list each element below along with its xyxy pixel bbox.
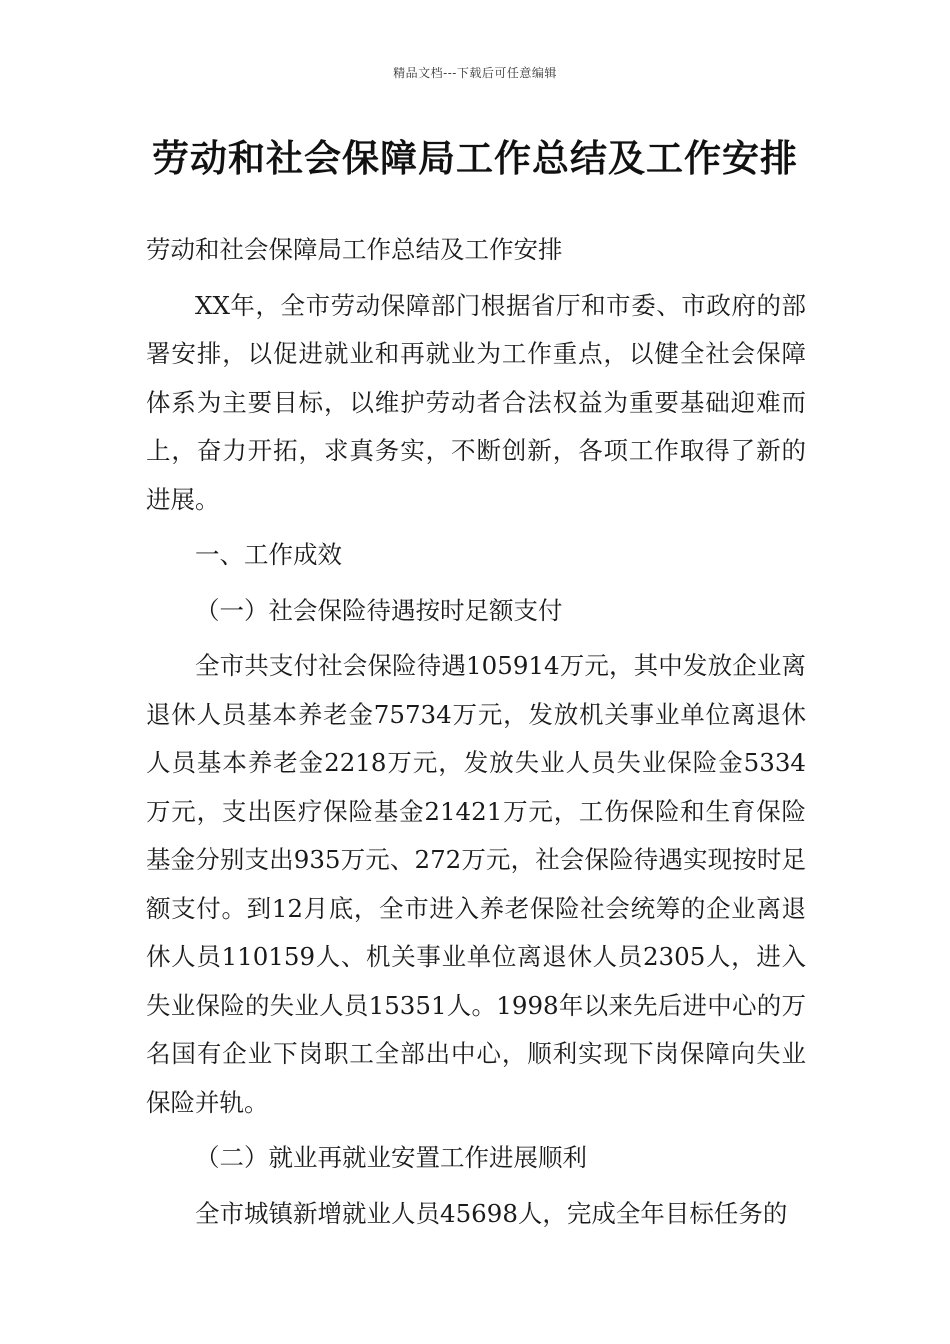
paragraph-intro: XX年，全市劳动保障部门根据省厅和市委、市政府的部署安排，以促进就业和再就业为工作重点，以健全社会保障体系为主要目标，以维护劳动者合法权益为重要基础迎难而上，奋力开拓，求真务实，不断创新，各项工作取得了新的进展。 — [146, 290, 806, 514]
header-note: 精品文档---下载后可任意编辑 — [393, 66, 557, 80]
paragraph-employment: 全市城镇新增就业人员45698人，完成全年目标任务的 — [195, 1198, 788, 1228]
document-body — [146, 226, 806, 1238]
subsection-heading-employment: （二）就业再就业安置工作进展顺利 — [195, 1143, 587, 1172]
paragraph-subtitle: 劳动和社会保障局工作总结及工作安排 — [146, 235, 563, 264]
paragraph-social-insurance: 全市共支付社会保险待遇105914万元，其中发放企业离退休人员基本养老金75734万元，发放机关事业单位离退休人员基本养老金2218万元，发放失业人员失业保险金5334万元，支出医疗保险基金21421万元，工伤保险和生育保险基金分别支出935万元、272万元，社会保险待遇实现按时足额支付。到12月底，全市进入养老保险社会统筹的企业离退休人员110159人、机关事业单位离退休人员2305人，进入失业保险的失业人员15351人。1998年以来先后进中心的万名国有企业下岗职工全部出中心，顺利实现下岗保障向失业保险并轨。 — [146, 651, 806, 1117]
section-heading-achievements: 一、工作成效 — [195, 540, 342, 569]
document-title: 劳动和社会保障局工作总结及工作安排 — [152, 136, 798, 180]
subsection-heading-social-insurance: （一）社会保险待遇按时足额支付 — [195, 595, 563, 625]
